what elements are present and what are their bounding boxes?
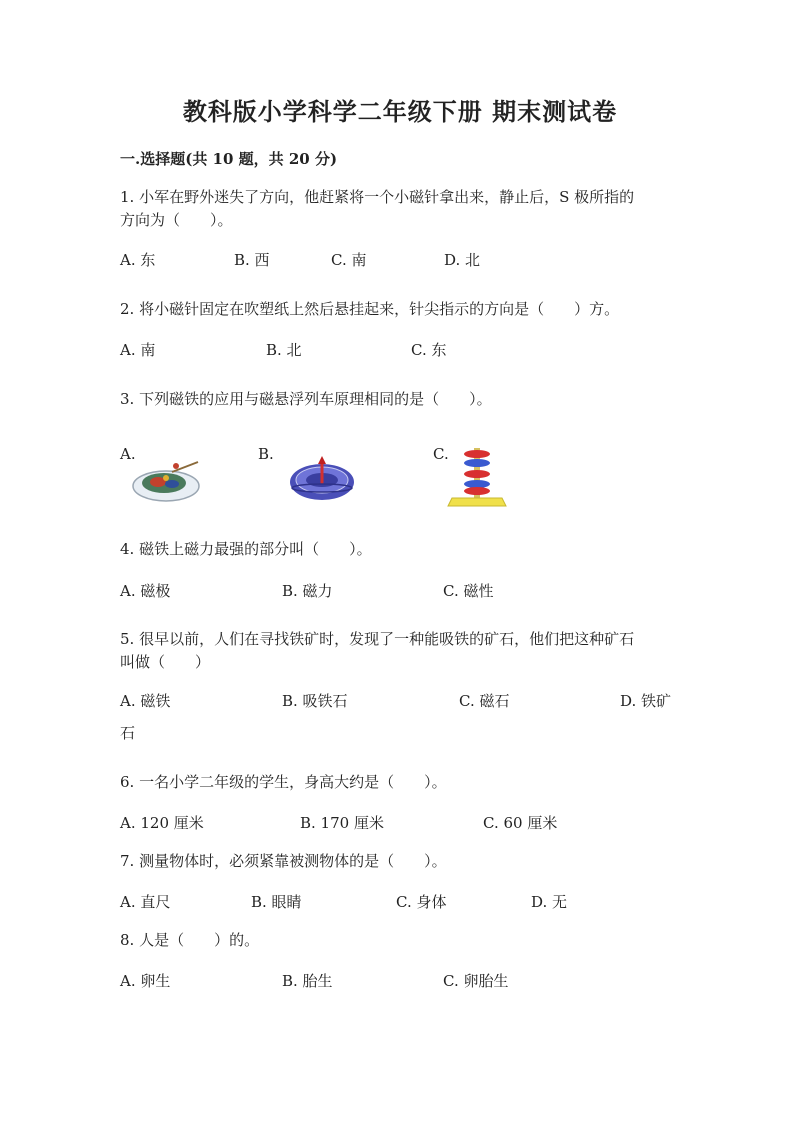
question-stem: 方向为（ ）。 bbox=[120, 211, 233, 229]
option-b[interactable]: B. 吸铁石 bbox=[282, 692, 348, 710]
magnetic-tray-image[interactable] bbox=[288, 452, 356, 504]
option-a[interactable]: A. 卵生 bbox=[120, 972, 171, 990]
ring-magnet-stack-image[interactable] bbox=[446, 446, 508, 510]
question-stem: 叫做（ ） bbox=[120, 653, 211, 671]
question-stem: 4. 磁铁上磁力最强的部分叫（ ）。 bbox=[120, 540, 372, 558]
question-5 bbox=[120, 628, 680, 674]
option-a[interactable]: A. 磁极 bbox=[120, 582, 171, 600]
option-b[interactable]: B. 胎生 bbox=[282, 972, 333, 990]
magnet-plate-image[interactable] bbox=[132, 452, 204, 504]
question-stem: 7. 测量物体时，必须紧靠被测物体的是（ ）。 bbox=[120, 852, 447, 870]
option-c[interactable]: C. 磁石 bbox=[459, 692, 510, 710]
question-6 bbox=[120, 771, 680, 794]
question-stem: 5. 很早以前，人们在寻找铁矿时，发现了一种能吸铁的矿石，他们把这种矿石 bbox=[120, 630, 635, 648]
page-title: 教科版小学科学二年级下册 期末测试卷 bbox=[182, 97, 618, 126]
question-stem: 3. 下列磁铁的应用与磁悬浮列车原理相同的是（ ）。 bbox=[120, 390, 492, 408]
option-b[interactable]: B. 西 bbox=[234, 251, 270, 269]
option-d[interactable]: D. 铁矿 bbox=[620, 692, 672, 710]
question-4 bbox=[120, 538, 680, 561]
question-stem: 8. 人是（ ）的。 bbox=[120, 931, 260, 949]
option-a[interactable]: A. 直尺 bbox=[120, 893, 171, 911]
option-a[interactable]: A. 东 bbox=[120, 251, 156, 269]
option-d-wrap: 石 bbox=[120, 724, 136, 742]
option-b[interactable]: B. 北 bbox=[266, 341, 302, 359]
option-c[interactable]: C. 磁性 bbox=[443, 582, 494, 600]
option-a[interactable]: A. 120 厘米 bbox=[120, 814, 204, 832]
option-c[interactable]: C. 南 bbox=[331, 251, 367, 269]
question-8 bbox=[120, 929, 680, 952]
option-b[interactable]: B. 眼睛 bbox=[251, 893, 302, 911]
option-b[interactable]: B. 磁力 bbox=[282, 582, 333, 600]
option-b[interactable]: B. bbox=[258, 445, 274, 463]
option-c[interactable]: C. 60 厘米 bbox=[483, 814, 558, 832]
question-1 bbox=[120, 186, 680, 232]
option-c[interactable]: C. bbox=[433, 445, 449, 463]
question-7 bbox=[120, 850, 680, 873]
question-3 bbox=[120, 388, 680, 411]
option-a[interactable]: A. 南 bbox=[120, 341, 156, 359]
option-d[interactable]: D. 北 bbox=[444, 251, 481, 269]
option-a[interactable]: A. bbox=[120, 445, 136, 463]
section-heading: 一.选择题(共 10 题，共 20 分) bbox=[120, 150, 338, 168]
question-stem: 1. 小军在野外迷失了方向，他赶紧将一个小磁针拿出来，静止后，S 极所指的 bbox=[120, 188, 635, 206]
question-stem: 6. 一名小学二年级的学生，身高大约是（ ）。 bbox=[120, 773, 447, 791]
option-c[interactable]: C. 卵胎生 bbox=[443, 972, 509, 990]
option-d[interactable]: D. 无 bbox=[531, 893, 568, 911]
option-a[interactable]: A. 磁铁 bbox=[120, 692, 171, 710]
option-c[interactable]: C. 身体 bbox=[396, 893, 447, 911]
option-c[interactable]: C. 东 bbox=[411, 341, 447, 359]
option-b[interactable]: B. 170 厘米 bbox=[300, 814, 384, 832]
question-2 bbox=[120, 298, 680, 321]
question-stem: 2. 将小磁针固定在吹塑纸上然后悬挂起来，针尖指示的方向是（ ）方。 bbox=[120, 300, 620, 318]
